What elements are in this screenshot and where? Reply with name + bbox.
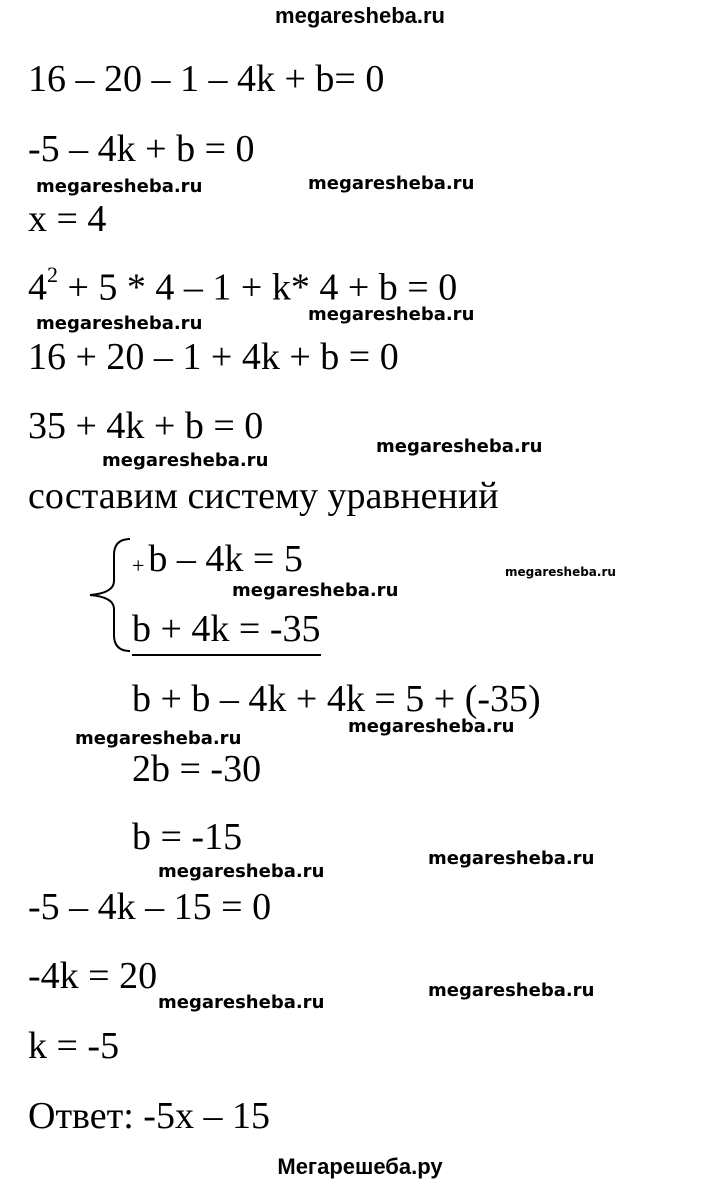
system-brace — [84, 535, 134, 655]
watermark: megaresheba.ru — [75, 728, 242, 749]
system-equation-2-text: b + 4k = -35 — [132, 608, 321, 656]
watermark: megaresheba.ru — [36, 176, 203, 197]
system-heading: составим систему уравнений — [28, 475, 499, 517]
equation-line-5: 16 + 20 – 1 + 4k + b = 0 — [28, 336, 399, 378]
watermark: megaresheba.ru — [102, 450, 269, 471]
watermark: megaresheba.ru — [308, 304, 475, 325]
answer-line: Ответ: -5x – 15 — [28, 1095, 270, 1137]
equation-line-substitution — [28, 262, 458, 309]
watermark: megaresheba.ru — [158, 861, 325, 882]
system-equation-1-text: b – 4k = 5 — [148, 538, 303, 580]
equation-line-x4: x = 4 — [28, 198, 107, 240]
watermark: megaresheba.ru — [376, 436, 543, 457]
equation-line-2b: 2b = -30 — [132, 748, 262, 790]
equation-line-sum: b + b – 4k + 4k = 5 + (-35) — [132, 678, 541, 720]
system-equation-1 — [132, 540, 303, 578]
exponent: 2 — [47, 262, 58, 287]
watermark: megaresheba.ru — [232, 580, 399, 601]
base: 4 — [28, 266, 47, 309]
equation-line-2: -5 – 4k + b = 0 — [28, 128, 255, 170]
watermark: megaresheba.ru — [428, 848, 595, 869]
equation-line-1: 16 – 20 – 1 – 4k + b= 0 — [28, 58, 385, 100]
site-footer: Мегарешеба.ру — [277, 1154, 443, 1179]
equation-line-k: k = -5 — [28, 1025, 120, 1067]
watermark: megaresheba.ru — [158, 992, 325, 1013]
plus-sign: + — [132, 553, 145, 578]
substitution-rest: + 5 * 4 – 1 + k* 4 + b = 0 — [58, 266, 458, 309]
watermark: megaresheba.ru — [308, 173, 475, 194]
system-equation-2 — [132, 610, 321, 648]
equation-line-11: -5 – 4k – 15 = 0 — [28, 886, 272, 928]
watermark: megaresheba.ru — [348, 716, 515, 737]
equation-line-b: b = -15 — [132, 816, 243, 858]
watermark: megaresheba.ru — [428, 980, 595, 1001]
equation-line-6: 35 + 4k + b = 0 — [28, 405, 264, 447]
site-header: megaresheba.ru — [275, 3, 445, 28]
watermark: megaresheba.ru — [36, 313, 203, 334]
watermark: megaresheba.ru — [505, 565, 616, 579]
equation-line-12: -4k = 20 — [28, 955, 158, 997]
